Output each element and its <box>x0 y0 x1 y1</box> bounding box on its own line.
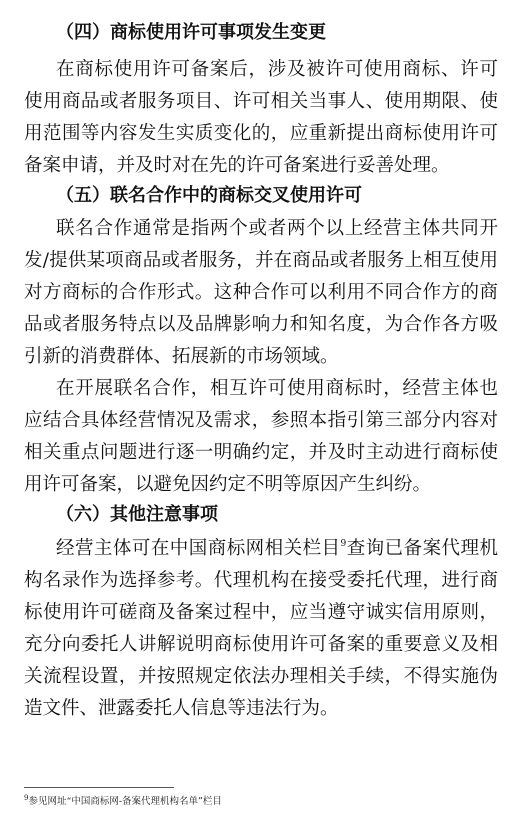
paragraph-line: 用范围等内容发生实质变化的，应重新提出商标使用许可 <box>24 123 498 144</box>
paragraph-line: 应结合具体经营情况及需求，参照本指引第三部分内容对 <box>24 410 498 431</box>
paragraph-text: 经营主体可在中国商标网相关栏目 <box>56 538 341 559</box>
paragraph-text: 查询已备案代理机 <box>346 538 498 559</box>
paragraph-line: 在开展联名合作，相互许可使用商标时，经营主体也 <box>56 378 498 399</box>
footnote-reference: 9 <box>340 539 347 549</box>
paragraph-line: 对方商标的合作形式。这种合作可以利用不同合作方的商 <box>24 282 498 303</box>
paragraph-line: 备案申请，并及时对在先的许可备案进行妥善处理。 <box>24 155 450 176</box>
paragraph-line: 引新的消费群体、拓展新的市场领域。 <box>24 346 339 367</box>
paragraph-line: 品或者服务特点以及品牌影响力和知名度，为合作各方吸 <box>24 314 498 335</box>
footnote-marker: 9 <box>24 794 29 802</box>
section-heading-4: （四）商标使用许可事项发生变更 <box>56 22 326 43</box>
paragraph-line: 构名录作为选择参考。代理机构在接受委托代理，进行商 <box>24 570 498 591</box>
paragraph-line: 联名合作通常是指两个或者两个以上经营主体共同开 <box>56 218 498 239</box>
paragraph-line: 造文件、泄露委托人信息等违法行为。 <box>24 698 339 719</box>
paragraph-line: 标使用许可磋商及备案过程中，应当遵守诚实信用原则， <box>24 602 498 623</box>
paragraph-line: 关流程设置，并按照规定依法办理相关手续，不得实施伪 <box>24 666 498 687</box>
paragraph-line: 用许可备案，以避免因约定不明等原因产生纠纷。 <box>24 474 432 495</box>
paragraph-line: 相关重点问题进行逐一明确约定，并及时主动进行商标使 <box>24 442 498 463</box>
footnote-text: 参见网址“中国商标网-备案代理机构名单”栏目 <box>28 796 222 807</box>
paragraph-line: 充分向委托人讲解说明商标使用许可备案的重要意义及相 <box>24 634 498 655</box>
footnote <box>24 794 222 810</box>
section-heading-5: （五）联名合作中的商标交叉使用许可 <box>56 185 362 206</box>
paragraph-line: 发/提供某项商品或者服务，并在商品或者服务上相互使用 <box>24 250 498 271</box>
paragraph-line: 使用商品或者服务项目、许可相关当事人、使用期限、使 <box>24 91 498 112</box>
paragraph-line: 在商标使用许可备案后，涉及被许可使用商标、许可 <box>56 59 498 80</box>
footnote-divider <box>24 787 174 788</box>
section-heading-6: （六）其他注意事项 <box>56 504 218 525</box>
paragraph-line-with-footnote <box>56 534 498 564</box>
